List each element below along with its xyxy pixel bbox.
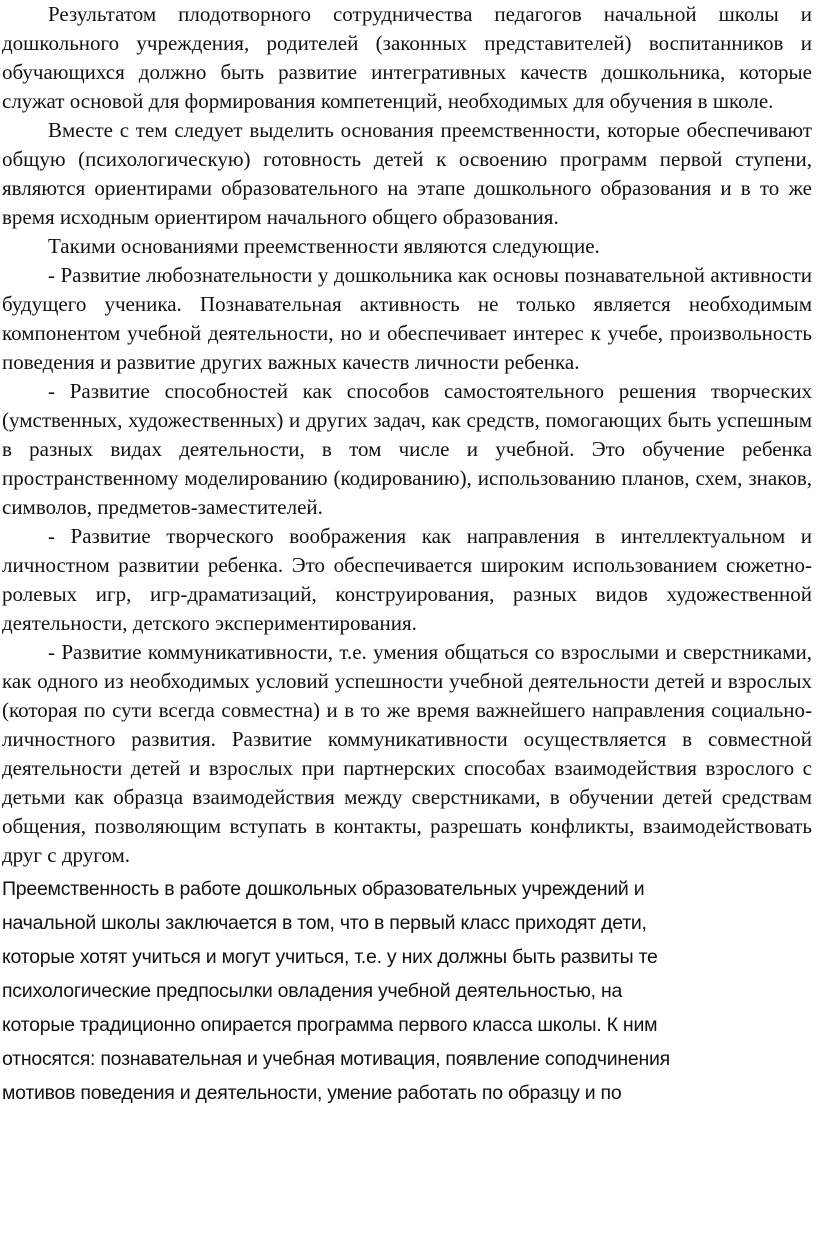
paragraph-imagination: - Развитие творческого воображения как направления в интеллектуальном и личностном развитии ребенка. Это обеспечивается широким использованием сюжетно-ролевых игр, игр-драматизаций, конструирования, разных видов художественной деятельности, детского экспериментирования. bbox=[2, 524, 812, 635]
main-text bbox=[2, 0, 812, 870]
paragraph-curiosity: - Развитие любознательности у дошкольника как основы познавательной активности будущего ученика. Познавательная активность не только является необходимым компонентом учебной деятельности, но и обеспечивает интерес к учебе, произвольность поведения и развитие других важных качеств личности ребенка. bbox=[2, 263, 812, 374]
continuity-text bbox=[2, 872, 812, 1110]
text-line: начальной школы заключается в том, что в первый класс приходят дети, bbox=[2, 912, 647, 934]
text-line: Преемственность в работе дошкольных образовательных учреждений и bbox=[2, 878, 645, 900]
text-line: которые традиционно опирается программа первого класса школы. К ним bbox=[2, 1014, 658, 1036]
paragraph-continuity-bases: Вместе с тем следует выделить основания преемственности, которые обеспечивают общую (психологическую) готовность детей к освоению программ первой ступени, являются ориентирами образовательного на этапе дошкольного образования и в то же время исходным ориентиром начального общего образования. bbox=[2, 118, 812, 229]
text-line: которые хотят учиться и могут учиться, т.е. у них должны быть развиты те bbox=[2, 946, 658, 968]
paragraph-abilities: - Развитие способностей как способов самостоятельного решения творческих (умственных, художественных) и других задач, как средств, помогающих быть успешным в разных видах деятельности, в том числе и учебной. Это обучение ребенка пространственному моделированию (кодированию), использованию планов, схем, знаков, символов, предметов-заместителей. bbox=[2, 379, 812, 519]
text-line: относятся: познавательная и учебная мотивация, появление соподчинения bbox=[2, 1048, 670, 1070]
paragraph-cooperation-result: Результатом плодотворного сотрудничества педагогов начальной школы и дошкольного учреждения, родителей (законных представителей) воспитанников и обучающихся должно быть развитие интегративных качеств дошкольника, которые служат основой для формирования компетенций, необходимых для обучения в школе. bbox=[2, 2, 812, 113]
text-line: психологические предпосылки овладения учебной деятельностью, на bbox=[2, 980, 623, 1002]
paragraph-communication: - Развитие коммуникативности, т.е. умения общаться со взрослыми и сверстниками, как одного из необходимых условий успешности учебной деятельности детей и взрослых (которая по сути всегда совместна) и в то же время важнейшего направления социально-личностного развития. Развитие коммуникативности осуществляется в совместной деятельности детей и взрослых при партнерских способах взаимодействия взрослого с детьми как образца взаимодействия между сверстниками, в обучении детей средствам общения, позволяющим вступать в контакты, разрешать конфликты, взаимодействовать друг с другом. bbox=[2, 640, 812, 867]
text-line: мотивов поведения и деятельности, умение работать по образцу и по bbox=[2, 1082, 622, 1104]
paragraph-bases-intro: Такими основаниями преемственности являются следующие. bbox=[48, 234, 600, 258]
